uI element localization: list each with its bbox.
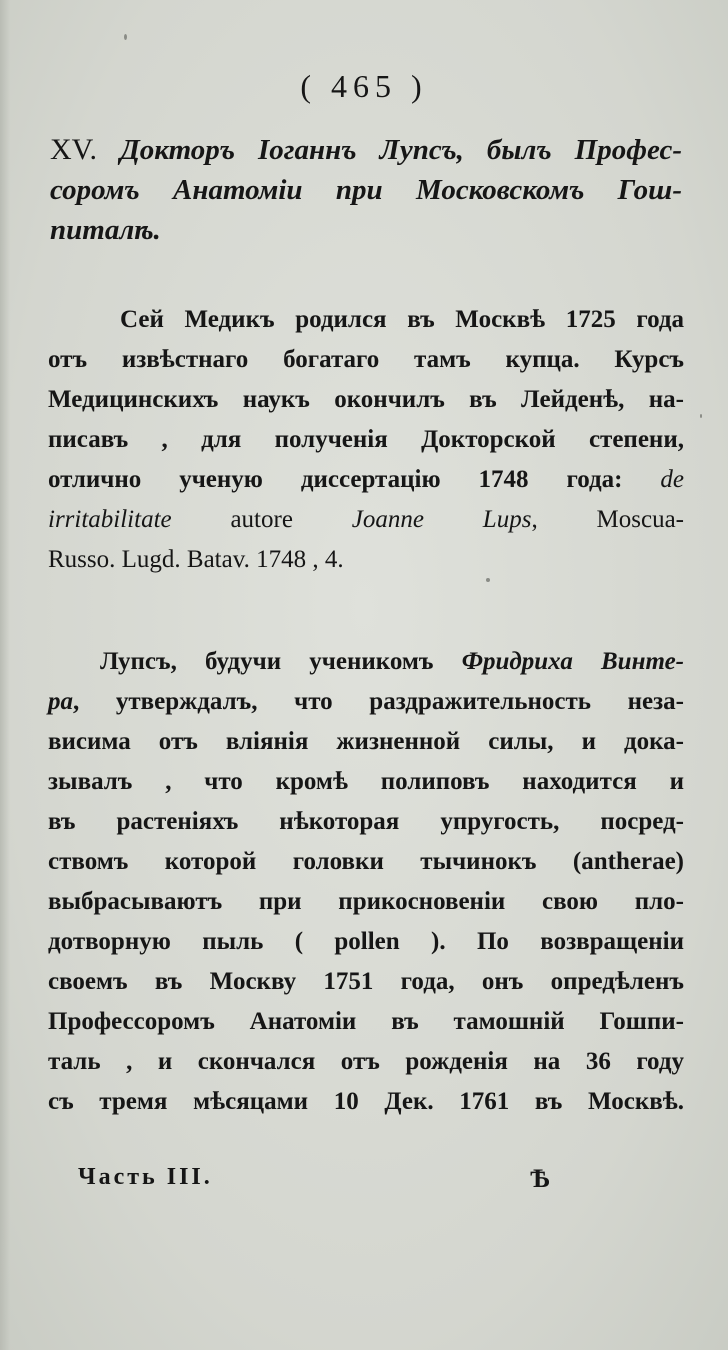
text-line: таль , и скончался отъ рожденія на 36 году bbox=[48, 1048, 684, 1075]
text-line: Медицинскихъ наукъ окончилъ въ Лейденѣ, на- bbox=[48, 386, 684, 413]
text-line: ствомъ которой головки тычинокъ (antherae) bbox=[48, 848, 684, 875]
section-numeral: XV. bbox=[50, 133, 97, 166]
text-line: Сей Медикъ родился въ Москвѣ 1725 года bbox=[120, 306, 684, 333]
paragraph-2 bbox=[48, 642, 684, 1122]
section-heading bbox=[50, 128, 682, 248]
text-line: въ растеніяхъ нѣкоторая упругость, посред- bbox=[48, 808, 684, 835]
latin-italic: irritabilitate bbox=[48, 506, 172, 533]
text-line: своемъ въ Москву 1751 года, онъ опредѣленъ bbox=[48, 968, 684, 995]
text-line: Профессоромъ Анатоміи въ тамошній Гошпи- bbox=[48, 1008, 684, 1035]
heading-line bbox=[50, 128, 682, 168]
latin-italic: Joanne Lups bbox=[351, 506, 532, 533]
text-line: висима отъ вліянія жизненной силы, и дока- bbox=[48, 728, 684, 755]
latin-italic: de bbox=[660, 466, 684, 493]
text-line: выбрасываютъ при прикосновеніи свою пло- bbox=[48, 888, 684, 915]
text-line: зывалъ , что кромѣ полиповъ находится и bbox=[48, 768, 684, 795]
paragraph-1 bbox=[48, 300, 684, 580]
paper-speck bbox=[700, 414, 702, 418]
text-line bbox=[48, 642, 684, 682]
latin-text: autore bbox=[171, 506, 352, 533]
signature-mark: Часть III. bbox=[78, 1164, 213, 1190]
text-line bbox=[48, 500, 684, 540]
paper-speck bbox=[124, 34, 127, 40]
name-italic: ра bbox=[48, 688, 73, 715]
page-number: ( 465 ) bbox=[300, 68, 428, 104]
text-line: съ тремя мѣсяцами 10 Дек. 1761 въ Москвѣ. bbox=[48, 1088, 684, 1115]
text-line bbox=[48, 682, 684, 722]
latin-text: , Moscua- bbox=[531, 506, 684, 533]
heading-text: Докторъ Іоганнъ Лупсъ, былъ Профес- bbox=[96, 134, 682, 166]
text-line bbox=[48, 460, 684, 500]
heading-line: питалѣ. bbox=[50, 214, 161, 246]
text-segment: , утверждалъ, что раздражительность неза- bbox=[73, 688, 684, 715]
text-segment: отлично ученую диссертацію 1748 года: bbox=[48, 466, 661, 493]
text-segment: Лупсъ, будучи ученикомъ bbox=[100, 648, 462, 675]
heading-line: соромъ Анатоміи при Московскомъ Гош- bbox=[50, 174, 682, 206]
text-line: писавъ , для полученія Докторской степени, bbox=[48, 426, 684, 453]
text-line: дотворную пыль ( pollen ). По возвращеніи bbox=[48, 928, 684, 955]
catchword-mark: Ѣ bbox=[530, 1164, 550, 1193]
text-line: Russo. Lugd. Batav. 1748 , 4. bbox=[48, 546, 344, 573]
page-gutter-shadow bbox=[0, 0, 10, 1350]
name-italic: Фридриха Винте- bbox=[461, 648, 684, 675]
text-line: отъ извѣстнаго богатаго тамъ купца. Курсъ bbox=[48, 346, 684, 373]
